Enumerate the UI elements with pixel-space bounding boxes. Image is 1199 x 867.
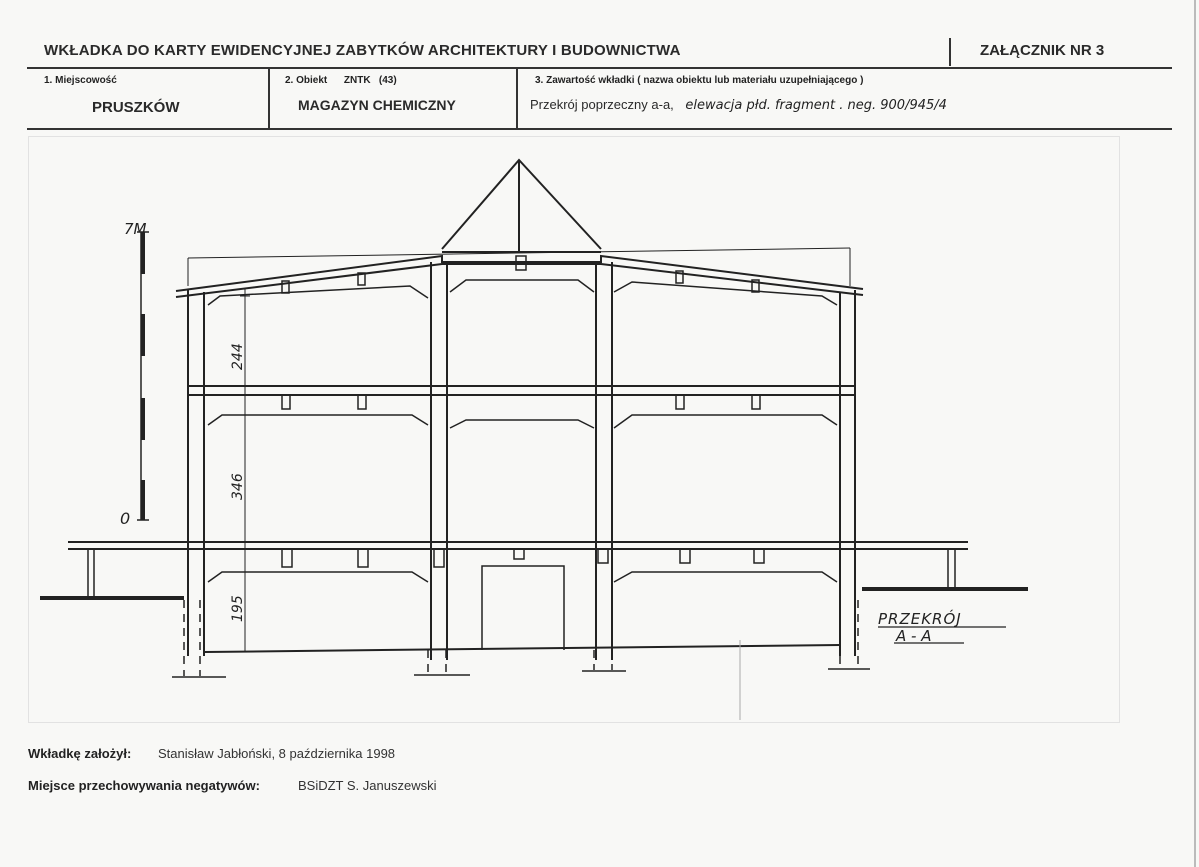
dimension-lower-label: 195	[230, 595, 246, 622]
basement-door	[482, 566, 564, 650]
dimension-upper-label: 244	[230, 343, 246, 370]
sheet-title: WKŁADKA DO KARTY EWIDENCYJNEJ ZABYTKÓW ARCHITEKTURY I BUDOWNICTWA	[44, 42, 681, 59]
section-title: PRZEKRÓJ	[878, 610, 962, 628]
contents-label: 3. Zawartość wkładki ( nazwa obiektu lub materiału uzupełniającego )	[535, 75, 864, 86]
lantern-roof	[442, 160, 601, 249]
scale-top-label: 7M	[124, 220, 147, 238]
object-value: MAGAZYN CHEMICZNY	[298, 97, 456, 113]
scale-bar-ticks	[137, 232, 149, 520]
secondary-beams	[282, 256, 764, 567]
scale-bottom-label: 0	[120, 509, 131, 528]
dimension-middle-label: 346	[230, 473, 246, 500]
author-value: Stanisław Jabłoński, 8 października 1998	[158, 746, 396, 761]
foundations	[184, 600, 858, 676]
footings	[172, 669, 870, 677]
locality-value: PRUSZKÓW	[92, 99, 180, 116]
section-subtitle: A - A	[896, 627, 932, 645]
roof-slab-top	[176, 256, 863, 291]
basement-floor	[205, 645, 840, 652]
storage-value: BSiDZT S. Januszewski	[298, 778, 437, 793]
locality-label: 1. Miejscowość	[44, 75, 117, 86]
contents-printed: Przekrój poprzeczny a-a,	[530, 97, 674, 112]
annex-number: ZAŁĄCZNIK NR 3	[980, 42, 1105, 59]
contents-handwritten: elewacja płd. fragment . neg. 900/945/4	[685, 98, 947, 113]
author-label: Wkładkę założył:	[28, 746, 132, 761]
haunched-beams	[208, 280, 837, 582]
storage-label: Miejsce przechowywania negatywów:	[28, 778, 260, 793]
building-section	[40, 160, 1028, 720]
object-label: 2. Obiekt ZNTK (43)	[285, 75, 397, 86]
